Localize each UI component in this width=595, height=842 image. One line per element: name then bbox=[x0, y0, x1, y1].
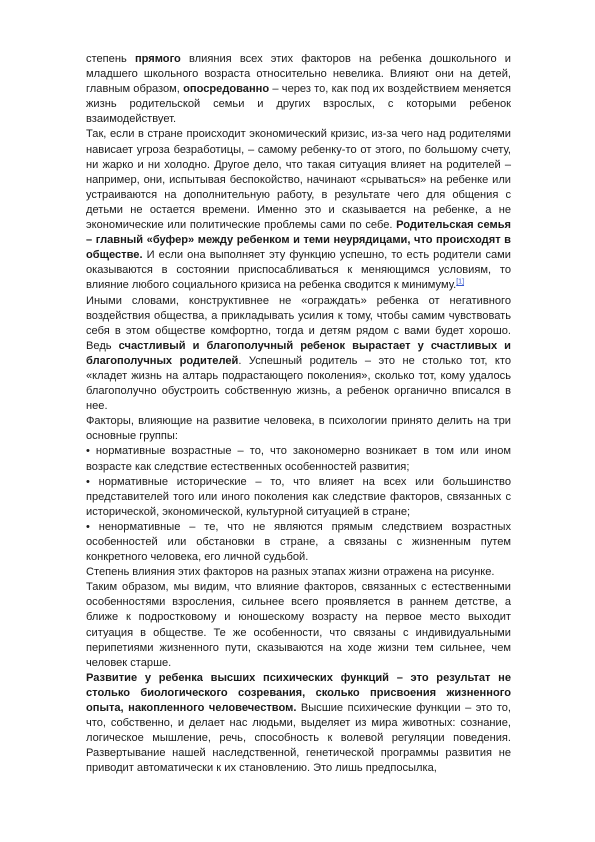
text-run: • нормативные возрастные – то, что закономерно возникает в том или ином возрасте как следствие естественных особенностей развития; bbox=[86, 445, 511, 473]
text-run: . Успешный родитель – это не столько тот, кто «кладет жизнь на алтарь подрастающего поколения», сколько тот, кому удалось благополучно обустроить собственную жизнь, а ребенок органично вписался в нее. bbox=[86, 354, 511, 413]
paragraph-1 bbox=[86, 52, 511, 127]
text-run: Так, если в стране происходит экономический кризис, из-за чего над родителями нависает угроза безработицы, – самому ребенку-то от этого, по большому счету, ни жарко и ни холодно. Другое дело, что такая ситуация влияет на родителей – например, они, испытывая беспокойство, начинают «срываться» на ребенке или устраиваются на дополнительную работу, в результате чего для общения с детьми не остается времени. Именно это и сказывается на ребенке, а не экономические или политические проблемы сами по себе. bbox=[86, 128, 511, 232]
text-run: И если она выполняет эту функцию успешно, то есть родители сами оказываются в состоянии приспосабливаться к меняющимся условиям, то влияние любого социального кризиса на ребенка сводится к минимуму. bbox=[86, 249, 511, 292]
text-run: Таким образом, мы видим, что влияние факторов, связанных с естественными особенностями взросления, сильнее всего проявляется в раннем детстве, а ближе к подростковому и юношескому возрасту на первое место выходит ситуация в обществе. Те же особенности, что связаны с индивидуальными перипетиями жизненного пути, сказываются на ходе жизни тем сильнее, чем человек старше. bbox=[86, 581, 511, 669]
paragraph-2 bbox=[86, 127, 511, 293]
paragraph-4 bbox=[86, 414, 511, 444]
text-run: влияния всех этих факторов на ребенка дошкольного и младшего школьного возраста относительно невелика. Влияют они на детей, главным образом, bbox=[86, 53, 511, 96]
bold-text: прямого bbox=[134, 53, 181, 65]
bold-text: счастливый и благополучный ребенок вырастает у счастливых и благополучных родителей bbox=[86, 339, 511, 367]
paragraph-6 bbox=[86, 580, 511, 671]
text-run: Степень влияния этих факторов на разных этапах жизни отражена на рисунке. bbox=[86, 566, 495, 579]
bold-text: Развитие у ребенка высших психических функций – это результат не столько биологического созревания, сколько присвоения жизненного опыта, накопленного человечеством. bbox=[86, 671, 511, 715]
paragraph-3 bbox=[86, 294, 511, 415]
footnote-link[interactable]: [1] bbox=[456, 278, 465, 286]
list-item-3 bbox=[86, 520, 511, 565]
list-item-1 bbox=[86, 444, 511, 474]
text-run: Высшие психические функции – это то, что, собственно, и делает нас людьми, выделяет из мира животных: сознание, логическое мышление, речь, способность к волевой регуляции поведения. Развертывание нашей наследственной, генетической программы развития не приводит автоматически к их становлению. Это лишь предпосылка, bbox=[86, 702, 511, 775]
text-run: Факторы, влияющие на развитие человека, в психологии принято делить на три основные группы: bbox=[86, 415, 511, 443]
text-run: Иными словами, конструктивнее не «ограждать» ребенка от негативного воздействия общества, а прикладывать усилия к тому, чтобы самим чувствовать себя в этом обществе комфортно, тогда и детям рядом с вами будет хорошо. Ведь bbox=[86, 294, 511, 352]
paragraph-7 bbox=[86, 671, 511, 777]
bold-text: опосредованно bbox=[183, 83, 270, 96]
text-run: степень bbox=[86, 53, 135, 65]
paragraph-5 bbox=[86, 565, 511, 580]
text-run: • ненормативные – те, что не являются прямым следствием возрастных особенностей или обстановки в стране, а связаны с жизненным путем конкретного человека, его личной судьбой. bbox=[86, 520, 511, 564]
bold-text: Родительская семья – главный «буфер» между ребенком и теми неурядицами, что происходят в обществе. bbox=[86, 219, 511, 262]
text-run: – через то, как под их воздействием меняется жизнь родительской семьи и других взрослых, с которыми ребенок взаимодействует. bbox=[86, 83, 511, 126]
text-run: • нормативные исторические – то, что влияет на всех или большинство представителей того или иного поколения как следствие факторов, связанных с исторической, экономической, культурной ситуацией в стране; bbox=[86, 475, 511, 518]
list-item-2 bbox=[86, 475, 511, 520]
document-page bbox=[86, 52, 511, 777]
